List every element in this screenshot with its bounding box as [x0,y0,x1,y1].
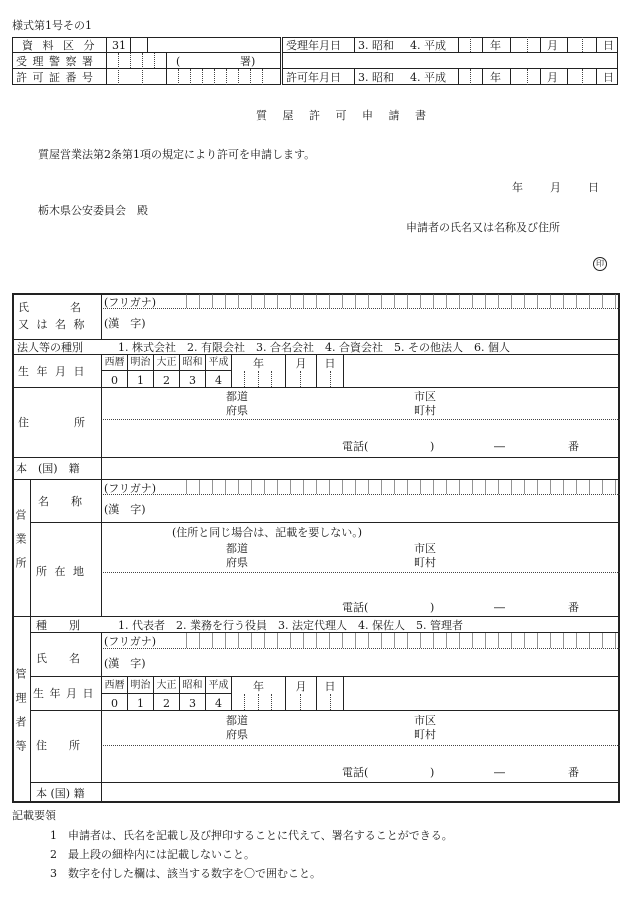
mgr-era-number-3: 3 [189,697,196,710]
date-month: 月 [550,181,561,194]
mgr-address-fuken: 府県 [226,728,248,741]
date-day: 日 [588,181,599,194]
birth-month-label: 月 [295,357,307,370]
business-shiku: 市区 [414,542,436,555]
business-phone-close: ) [430,601,435,614]
corp-type-options: 1. 株式会社 2. 有限会社 3. 合名会社 4. 合資会社 5. その他法人 6. 個人 [118,341,510,354]
birth-year-label: 年 [253,357,264,370]
date-year: 年 [512,181,523,194]
era-header-showa: 昭和 [182,357,203,368]
birth-day-label: 日 [324,357,336,370]
era-header-taisho: 大正 [156,357,177,368]
mgr-era-header-taisho: 大正 [156,680,177,691]
mgr-address-choson: 町村 [414,728,436,741]
era-number-1: 1 [137,374,144,387]
same-address-note: (住所と同じ場合は、記載を要しない。) [172,526,363,539]
received-month: 月 [547,39,558,52]
data-class-value: 31 [112,39,126,52]
mgr-era-number-0: 0 [111,697,118,710]
business-name-label: 名 称 [38,495,82,508]
permit-month: 月 [547,71,558,84]
mgr-era-header-heisei: 平成 [208,680,229,691]
business-phone-dash: ― [494,601,505,614]
received-date-label: 受理年月日 [286,39,341,52]
mgr-era-header-showa: 昭和 [182,680,203,691]
manager-label: 管理者等 [14,668,27,764]
manager-kind-label: 種 別 [36,619,80,632]
manager-kanji-label: (漢 字) [104,657,146,670]
note-1-num: 1 [50,829,57,842]
note-2-num: 2 [50,848,57,861]
form-number: 様式第1号その1 [12,19,92,32]
era-number-0: 0 [111,374,118,387]
police-station-label: 受 理 警 察 署 [16,55,94,68]
seal-mark: 印 [593,257,607,271]
address-shiku: 市区 [414,390,436,403]
business-furigana-label: (フリガナ) [104,482,157,495]
era-number-3: 3 [189,374,196,387]
mgr-era-number-1: 1 [137,697,144,710]
police-open-paren: ( [176,55,181,68]
notes-heading: 記載要領 [12,809,56,822]
statement: 質屋営業法第2条第1項の規定により許可を申請します。 [38,148,316,161]
business-kanji-label: (漢 字) [104,503,146,516]
mgr-era-number-2: 2 [163,697,170,710]
note-3-text: 数字を付した欄は、該当する数字を〇で囲むこと。 [68,867,321,880]
mgr-birth-year-label: 年 [253,680,264,693]
received-era-showa: 3. 昭和 [358,39,394,52]
manager-birth-label: 生 年 月 日 [33,687,95,700]
manager-furigana-label: (フリガナ) [104,635,157,648]
name-or-title-label: 又 は 名 称 [18,318,87,331]
police-suffix: 署) [240,55,256,68]
data-class-label: 資 料 区 分 [22,39,98,52]
address-label: 住 所 [18,416,88,429]
mgr-birth-month-label: 月 [295,680,307,693]
permit-era-heisei: 4. 平成 [410,71,446,84]
mgr-phone-dash: ― [494,766,505,779]
note-3-num: 3 [50,867,57,880]
applicant-furigana-grid [174,294,620,308]
received-era-heisei: 4. 平成 [410,39,446,52]
address-choson: 町村 [414,404,436,417]
manager-furigana-grid [174,633,620,648]
era-number-2: 2 [163,374,170,387]
mgr-address-shiku: 市区 [414,714,436,727]
mgr-phone-label: 電話( [342,766,369,779]
domicile-label: 本 (国) 籍 [16,462,80,475]
address-fuken: 府県 [226,404,248,417]
mgr-era-header-meiji: 明治 [130,680,151,691]
era-header-meiji: 明治 [130,357,151,368]
mgr-address-todou: 都道 [226,714,248,727]
applicant-kanji-label: (漢 字) [104,317,146,330]
address-phone-ban: 番 [568,440,579,453]
business-fuken: 府県 [226,556,248,569]
business-choson: 町村 [414,556,436,569]
business-phone-ban: 番 [568,601,579,614]
address-phone-label: 電話( [342,440,369,453]
address-phone-close: ) [430,440,435,453]
permit-year: 年 [490,71,501,84]
era-number-4: 4 [215,374,222,387]
addressee: 栃木県公安委員会 殿 [38,204,148,217]
mgr-era-number-4: 4 [215,697,222,710]
page-title: 質 屋 許 可 申 請 書 [256,109,432,122]
permit-date-label: 許可年月日 [286,71,341,84]
received-year: 年 [490,39,501,52]
permit-era-showa: 3. 昭和 [358,71,394,84]
mgr-era-header-seireki: 西暦 [104,680,125,691]
applicant-furigana-label: (フリガナ) [104,296,157,309]
mgr-phone-close: ) [430,766,435,779]
birth-label: 生 年 月 日 [18,365,87,378]
manager-address-label: 住 所 [36,739,80,752]
note-1-text: 申請者は、氏名を記載し及び押印することに代えて、署名することができる。 [68,829,453,842]
era-header-heisei: 平成 [208,357,229,368]
received-day: 日 [603,39,614,52]
mgr-phone-ban: 番 [568,766,579,779]
business-phone-label: 電話( [342,601,369,614]
permit-day: 日 [603,71,614,84]
manager-domicile-label: 本 (国) 籍 [36,787,85,800]
name-label: 氏 名 [18,301,83,314]
address-todou: 都道 [226,390,248,403]
business-todou: 都道 [226,542,248,555]
address-phone-dash: ― [494,440,505,453]
corp-type-label: 法人等の種別 [17,341,83,354]
note-2-text: 最上段の細枠内には記載しないこと。 [68,848,255,861]
business-location-label: 所 在 地 [36,565,86,578]
era-header-seireki: 西暦 [104,357,125,368]
manager-name-label: 氏 名 [36,652,80,665]
applicant-label: 申請者の氏名又は名称及び住所 [406,221,560,234]
business-office-label: 営業所 [14,509,27,581]
permit-number-label: 許 可 証 番 号 [16,71,94,84]
manager-kind-options: 1. 代表者 2. 業務を行う役員 3. 法定代理人 4. 保佐人 5. 管理者 [118,619,463,632]
mgr-birth-day-label: 日 [324,680,336,693]
business-furigana-grid [174,480,620,494]
